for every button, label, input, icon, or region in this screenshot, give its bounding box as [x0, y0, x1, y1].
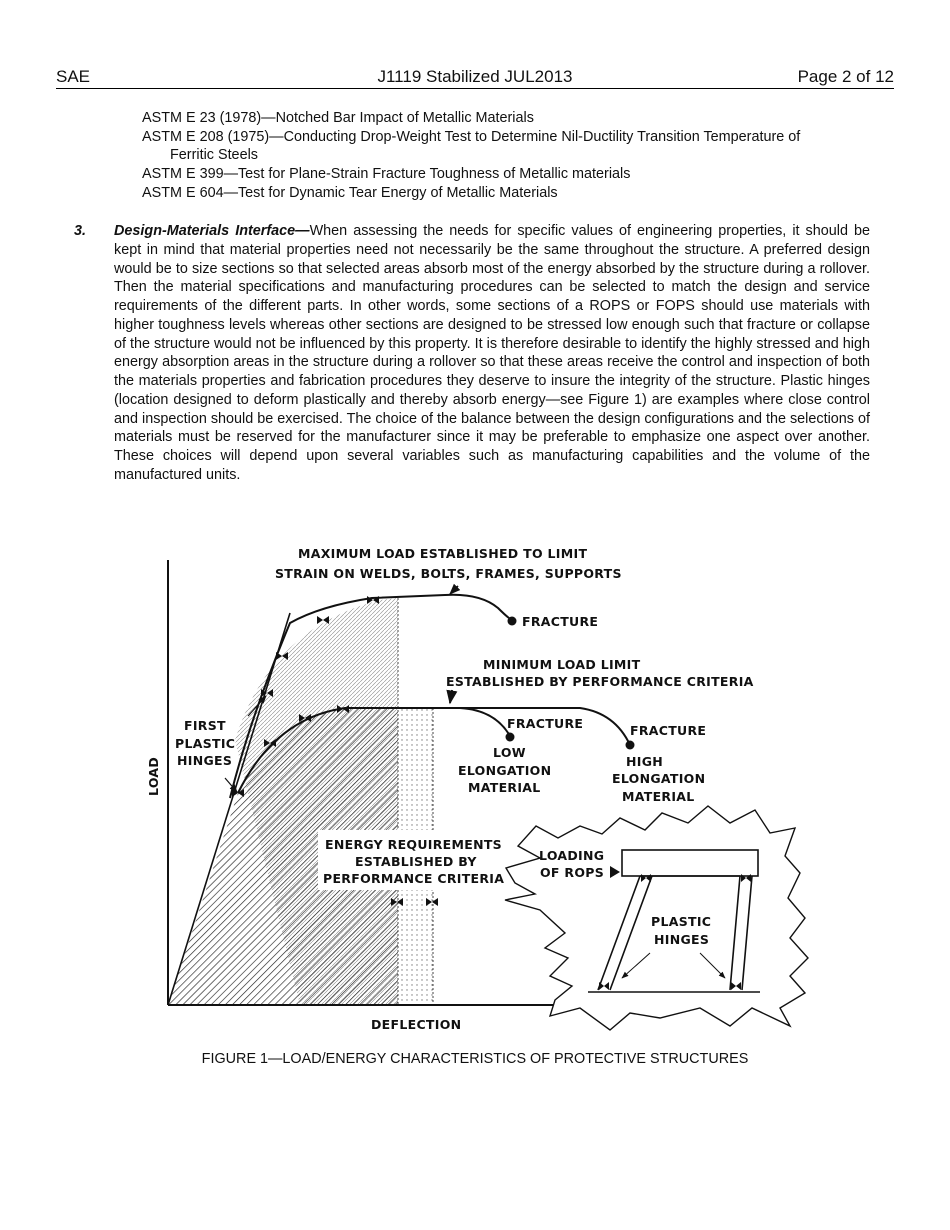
- reference-text: ASTM E 399—Test for Plane-Strain Fracture Toughness of Metallic materials: [142, 166, 631, 183]
- reference-item: [142, 184, 872, 203]
- low-elongation-label: MATERIAL: [468, 780, 541, 795]
- max-load-label: STRAIN ON WELDS, BOLTS, FRAMES, SUPPORTS: [275, 566, 622, 581]
- min-load-label: ESTABLISHED BY PERFORMANCE CRITERIA: [446, 674, 754, 689]
- section-paragraph: [114, 222, 870, 485]
- loading-label: OF ROPS: [540, 865, 605, 880]
- energy-requirements-label: ESTABLISHED BY: [355, 854, 477, 869]
- plastic-hinges-label: HINGES: [654, 932, 710, 947]
- plastic-hinges-label: PLASTIC: [651, 914, 712, 929]
- fracture-point: [506, 733, 515, 742]
- x-axis-label: DEFLECTION: [371, 1017, 462, 1032]
- high-elongation-label: HIGH: [626, 754, 664, 769]
- fracture-label: FRACTURE: [630, 723, 707, 738]
- reference-text: ASTM E 23 (1978)—Notched Bar Impact of Metallic Materials: [142, 110, 534, 126]
- load-deflection-diagram: [140, 538, 820, 1038]
- reference-item: [142, 109, 872, 128]
- section-3: [74, 222, 870, 485]
- energy-requirements-label: PERFORMANCE CRITERIA: [323, 871, 505, 886]
- fracture-point: [626, 741, 635, 750]
- max-load-label: MAXIMUM LOAD ESTABLISHED TO LIMIT: [298, 546, 588, 561]
- section-title: Design-Materials Interface—: [114, 223, 310, 239]
- reference-continuation: Ferritic Steels: [170, 147, 258, 164]
- fracture-point: [508, 617, 517, 626]
- section-number: 3.: [74, 223, 87, 239]
- fracture-label: FRACTURE: [522, 614, 599, 629]
- figure-1: [140, 538, 820, 1038]
- section-body-text: When assessing the needs for specific values of engineering properties, it should be kept in mind that material properties need not necessarily be the same throughout the structure. A preferred design would be to size sections so that selected areas absorb most of the energy absorbed by the structure during a rollover. Then the material specifications and manufacturing procedures can be selected to match the design and service requirements of the different parts. In other words, some sections of a ROPS or FOPS should use materials with higher toughness levels whereas other sections are designed to be stressed low enough such that fracture or collapse of the structure would not be influenced by this property. It is therefore desirable to identify the highly stressed and high energy absorption areas in the structure during a rollover so that these areas receive the control and inspection of both the materials properties and fabrication procedures they deserve to insure the integrity of the structure. Plastic hinges (location designed to deform plastically and thereby absorb energy—see Figure 1) are examples where close control and inspection should be exercised. The choice of the balance between the design configurations and the selections of materials must be reserved for the manufacturer since it may be preferable to emphasize one aspect over another. These choices will depend upon several variables such as manufacturing capabilities and the volume of the manufactured units.: [114, 223, 870, 483]
- reference-item: [142, 128, 872, 165]
- figure-caption: FIGURE 1—LOAD/ENERGY CHARACTERISTICS OF PROTECTIVE STRUCTURES: [201, 1051, 749, 1067]
- first-hinges-label: FIRST: [184, 718, 226, 733]
- max-load-arrow: [450, 586, 458, 594]
- page-header: [56, 66, 894, 89]
- first-hinges-label: PLASTIC: [175, 736, 236, 751]
- reference-list: [142, 109, 872, 203]
- reference-text: ASTM E 604—Test for Dynamic Tear Energy of Metallic Materials: [142, 184, 558, 201]
- high-elongation-label: MATERIAL: [622, 789, 695, 804]
- first-hinges-label: HINGES: [177, 753, 233, 768]
- energy-requirements-label: ENERGY REQUIREMENTS: [325, 837, 502, 852]
- low-elongation-label: LOW: [493, 745, 526, 760]
- y-axis-label: LOAD: [146, 756, 161, 796]
- header-org: SAE: [56, 67, 91, 86]
- high-elongation-label: ELONGATION: [612, 771, 706, 786]
- reference-item: [142, 165, 872, 184]
- fracture-label: FRACTURE: [507, 716, 584, 731]
- header-page-number: Page 2 of 12: [797, 67, 894, 86]
- loading-label: LOADING: [539, 848, 605, 863]
- low-elongation-label: ELONGATION: [458, 763, 552, 778]
- header-document-id: J1119 Stabilized JUL2013: [377, 67, 573, 86]
- min-load-label: MINIMUM LOAD LIMIT: [483, 657, 641, 672]
- reference-text: ASTM E 208 (1975)—Conducting Drop-Weight Test to Determine Nil-Ductility Transition Temperature of: [142, 128, 801, 145]
- min-load-arrow: [450, 690, 452, 703]
